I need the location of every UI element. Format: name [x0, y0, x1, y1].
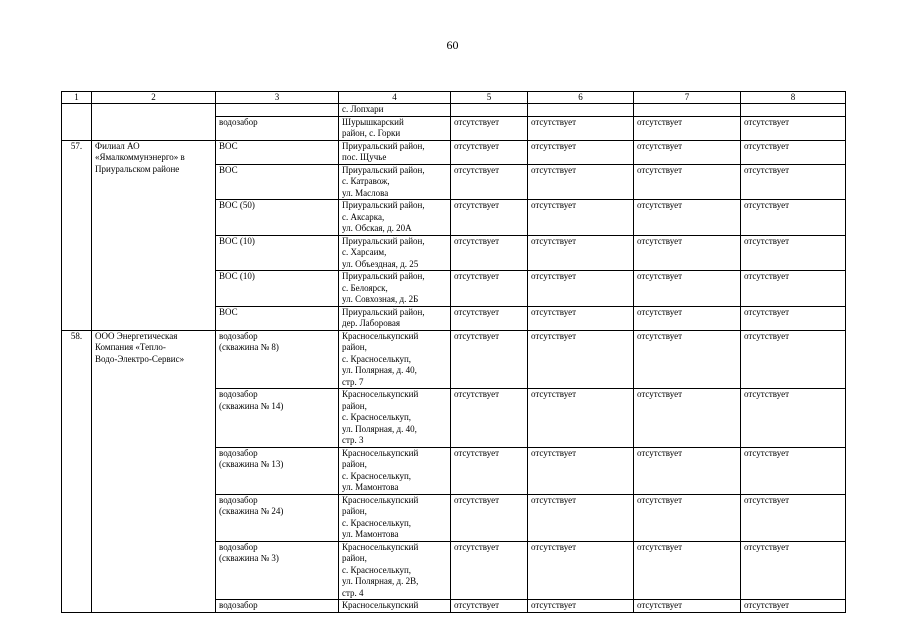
cell-col5: отсутствует: [451, 600, 528, 613]
cell-address: Красноселькупский район, с. Красноселькуп, ул. Полярная, д. 40, стр. 7: [339, 330, 451, 389]
cell-object: водозабор (скважина № 24): [216, 494, 339, 541]
cell-col8: отсутствует: [741, 116, 846, 140]
cell-col6: отсутствует: [528, 116, 634, 140]
cell-col8: отсутствует: [741, 541, 846, 600]
cell-col7: отсутствует: [634, 116, 741, 140]
cell-address: Приуральский район, с. Аксарка, ул. Обская, д. 20А: [339, 200, 451, 236]
cell-col5: отсутствует: [451, 447, 528, 494]
cell-object: ВОС (50): [216, 200, 339, 236]
cell-object: ВОС: [216, 306, 339, 330]
col-header-1: 1: [62, 92, 92, 104]
cell-col7: отсутствует: [634, 494, 741, 541]
cell-object: ВОС: [216, 140, 339, 164]
header-row: [62, 92, 846, 104]
cell-object: водозабор (скважина № 13): [216, 447, 339, 494]
cell-col6: отсутствует: [528, 164, 634, 200]
facilities-table: [61, 91, 846, 613]
cell-col8: [741, 104, 846, 117]
cell-col7: отсутствует: [634, 140, 741, 164]
cell-col7: отсутствует: [634, 447, 741, 494]
cell-col5: отсутствует: [451, 200, 528, 236]
cell-col6: отсутствует: [528, 494, 634, 541]
row-number: 57.: [62, 140, 92, 330]
table-row: [62, 104, 846, 117]
cell-col7: отсутствует: [634, 389, 741, 448]
cell-address: Красноселькупский район, с. Красноселькуп, ул. Мамонтова: [339, 447, 451, 494]
cell-col8: отсутствует: [741, 235, 846, 271]
cell-col6: отсутствует: [528, 200, 634, 236]
cell-col8: отсутствует: [741, 330, 846, 389]
cell-col6: отсутствует: [528, 330, 634, 389]
cell-address: Шурышкарский район, с. Горки: [339, 116, 451, 140]
cell-address: Приуральский район, с. Харсаим, ул. Объездная, д. 25: [339, 235, 451, 271]
cell-col6: [528, 104, 634, 117]
cell-col5: отсутствует: [451, 389, 528, 448]
cell-col7: отсутствует: [634, 306, 741, 330]
cell-col5: отсутствует: [451, 494, 528, 541]
cell-address: Приуральский район, дер. Лаборовая: [339, 306, 451, 330]
cell-col7: отсутствует: [634, 164, 741, 200]
cell-address: Красноселькупский: [339, 600, 451, 613]
cell-col8: отсутствует: [741, 447, 846, 494]
cell-col8: отсутствует: [741, 200, 846, 236]
cell-col5: отсутствует: [451, 541, 528, 600]
cell-col7: отсутствует: [634, 330, 741, 389]
col-header-5: 5: [451, 92, 528, 104]
cell-col7: отсутствует: [634, 200, 741, 236]
cell-org: [92, 104, 216, 141]
cell-col6: отсутствует: [528, 447, 634, 494]
cell-col8: отсутствует: [741, 164, 846, 200]
cell-col6: отсутствует: [528, 541, 634, 600]
cell-address: с. Лопхари: [339, 104, 451, 117]
cell-col6: отсутствует: [528, 600, 634, 613]
cell-col6: отсутствует: [528, 271, 634, 307]
cell-col8: отсутствует: [741, 600, 846, 613]
table-row: [62, 140, 846, 164]
table-row: [62, 330, 846, 389]
cell-col7: отсутствует: [634, 235, 741, 271]
cell-col7: [634, 104, 741, 117]
cell-address: Приуральский район, с. Белоярск, ул. Совхозная, д. 2Б: [339, 271, 451, 307]
organization-name: Филиал АО «Ямалкоммунэнерго» в Приуральском районе: [92, 140, 216, 330]
cell-col5: отсутствует: [451, 164, 528, 200]
cell-col5: отсутствует: [451, 306, 528, 330]
cell-address: Красноселькупский район, с. Красноселькуп, ул. Полярная, д. 2В, стр. 4: [339, 541, 451, 600]
cell-object: [216, 104, 339, 117]
cell-col5: отсутствует: [451, 116, 528, 140]
cell-col5: отсутствует: [451, 330, 528, 389]
cell-object: водозабор (скважина № 8): [216, 330, 339, 389]
cell-col6: отсутствует: [528, 235, 634, 271]
cell-col8: отсутствует: [741, 271, 846, 307]
page-number: 60: [446, 38, 459, 52]
cell-col6: отсутствует: [528, 306, 634, 330]
cell-col8: отсутствует: [741, 494, 846, 541]
cell-col5: отсутствует: [451, 140, 528, 164]
col-header-6: 6: [528, 92, 634, 104]
cell-address: Приуральский район, с. Катравож, ул. Маслова: [339, 164, 451, 200]
row-number: 58.: [62, 330, 92, 612]
cell-object: водозабор (скважина № 14): [216, 389, 339, 448]
cell-num: [62, 104, 92, 141]
cell-address: Приуральский район, пос. Щучье: [339, 140, 451, 164]
col-header-4: 4: [339, 92, 451, 104]
cell-object: водозабор: [216, 116, 339, 140]
cell-col7: отсутствует: [634, 541, 741, 600]
cell-address: Красноселькупский район, с. Красноселькуп, ул. Полярная, д. 40, стр. 3: [339, 389, 451, 448]
cell-object: ВОС: [216, 164, 339, 200]
cell-col5: [451, 104, 528, 117]
cell-col8: отсутствует: [741, 306, 846, 330]
cell-object: водозабор: [216, 600, 339, 613]
col-header-2: 2: [92, 92, 216, 104]
cell-col5: отсутствует: [451, 235, 528, 271]
col-header-8: 8: [741, 92, 846, 104]
organization-name: ООО Энергетическая Компания «Тепло- Водо-Электро-Сервис»: [92, 330, 216, 612]
col-header-7: 7: [634, 92, 741, 104]
cell-object: ВОС (10): [216, 271, 339, 307]
cell-address: Красноселькупский район, с. Красноселькуп, ул. Мамонтова: [339, 494, 451, 541]
cell-col7: отсутствует: [634, 271, 741, 307]
cell-object: ВОС (10): [216, 235, 339, 271]
cell-col8: отсутствует: [741, 389, 846, 448]
cell-col6: отсутствует: [528, 389, 634, 448]
cell-col6: отсутствует: [528, 140, 634, 164]
col-header-3: 3: [216, 92, 339, 104]
cell-col7: отсутствует: [634, 600, 741, 613]
cell-object: водозабор (скважина № 3): [216, 541, 339, 600]
cell-col5: отсутствует: [451, 271, 528, 307]
cell-col8: отсутствует: [741, 140, 846, 164]
